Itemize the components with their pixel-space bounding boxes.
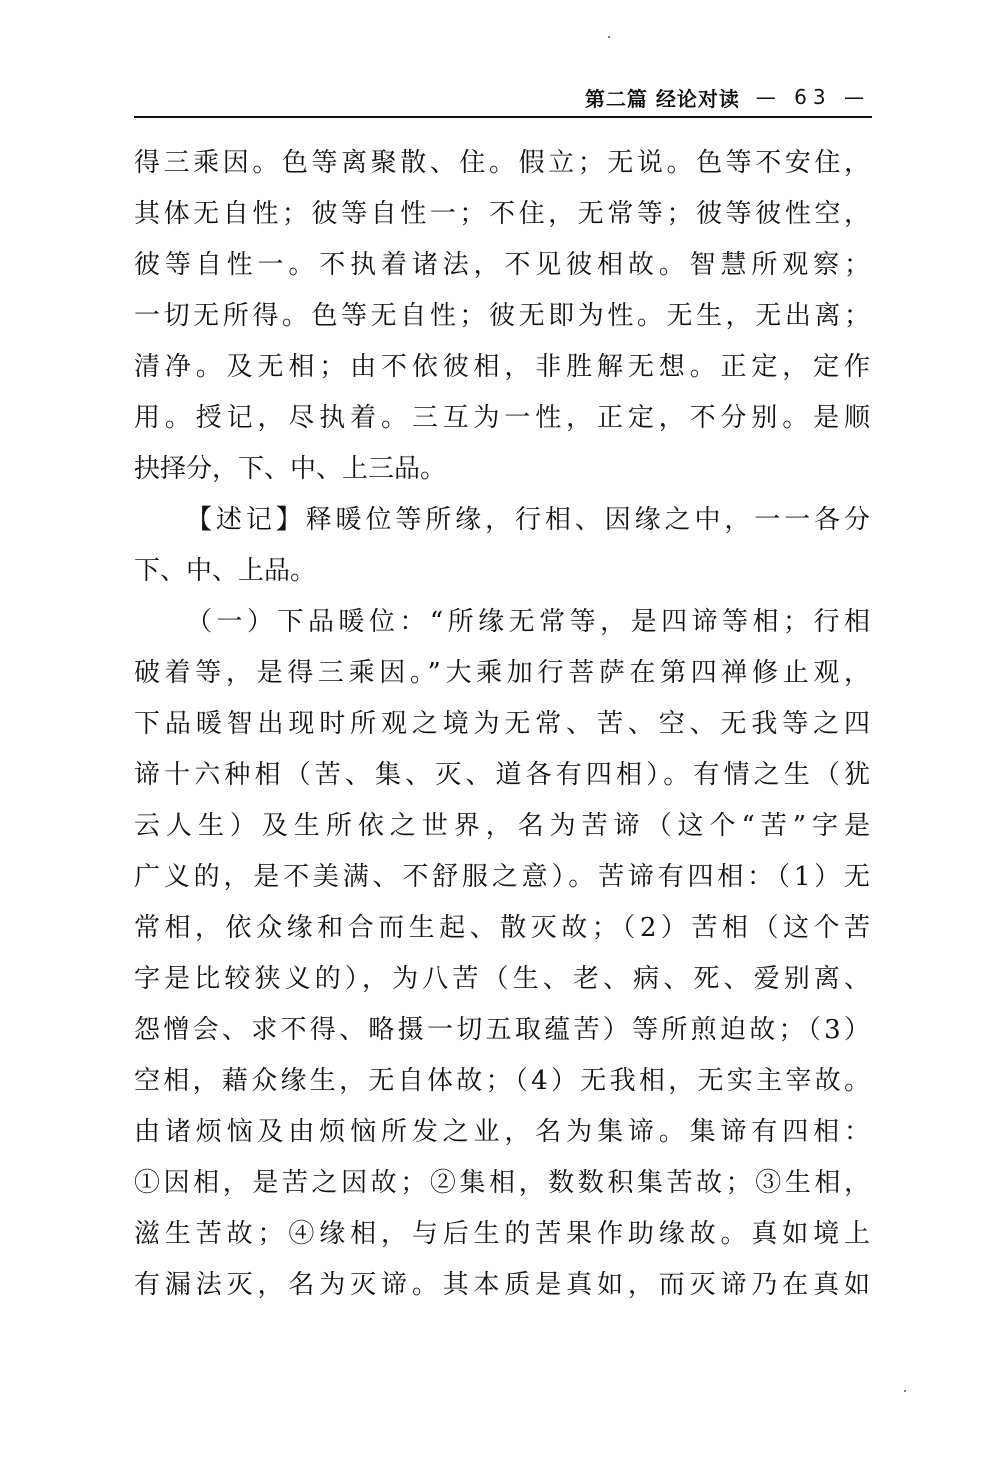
scan-speck — [904, 1390, 906, 1392]
text-line: 由诸烦恼及由烦恼所发之业，名为集谛。集谛有四相： — [134, 1117, 870, 1147]
running-header — [134, 80, 870, 114]
text-line: 【述记】释暖位等所缘，行相、因缘之中，一一各分 — [186, 505, 870, 535]
text-line: 用。授记，尽执着。三互为一性，正定，不分别。是顺 — [134, 403, 870, 433]
text-line: 云人生）及生所依之世界，名为苦谛（这个“苦”字是 — [134, 811, 870, 841]
text-line: 下品暖智出现时所观之境为无常、苦、空、无我等之四 — [134, 709, 870, 739]
text-line: 广义的，是不美满、不舒服之意）。苦谛有四相：（1）无 — [134, 862, 870, 892]
text-line: （一）下品暖位：“所缘无常等，是四谛等相；行相 — [186, 607, 870, 637]
text-line: 下、中、上品。 — [134, 556, 317, 586]
text-line: 其体无自性；彼等自性一；不住，无常等；彼等彼性空， — [134, 199, 870, 229]
text-line: 破着等，是得三乘因。”大乘加行菩萨在第四禅修止观， — [134, 658, 870, 688]
text-line: 字是比较狭义的），为八苦（生、老、病、死、爱别离、 — [134, 964, 870, 994]
text-line: 滋生苦故；④缘相，与后生的苦果作助缘故。真如境上 — [134, 1219, 870, 1249]
text-line: 一切无所得。色等无自性；彼无即为性。无生，无出离； — [134, 301, 870, 331]
text-line: 空相，藉众缘生，无自体故；（4）无我相，无实主宰故。 — [134, 1066, 870, 1096]
text-line: 彼等自性一。不执着诸法，不见彼相故。智慧所观察； — [134, 250, 870, 280]
text-line: 抉择分，下、中、上三品。 — [134, 454, 447, 484]
text-line: 得三乘因。色等离聚散、住。假立；无说。色等不安住， — [134, 148, 870, 178]
text-line: 有漏法灭，名为灭谛。其本质是真如，而灭谛乃在真如 — [134, 1270, 870, 1300]
header-rule — [134, 116, 872, 118]
section-title: 第二篇 经论对读 — [584, 86, 740, 111]
scan-speck — [608, 36, 610, 38]
text-line: 谛十六种相（苦、集、灭、道各有四相）。有情之生（犹 — [134, 760, 870, 790]
text-line: 常相，依众缘和合而生起、散灭故；（2）苦相（这个苦 — [134, 913, 870, 943]
text-line: 清净。及无相；由不依彼相，非胜解无想。正定，定作 — [134, 352, 870, 382]
text-line: 怨憎会、求不得、略摄一切五取蕴苦）等所煎迫故；（3） — [134, 1015, 870, 1045]
page-number: — 63 — — [755, 85, 870, 109]
text-line: ①因相，是苦之因故；②集相，数数积集苦故；③生相， — [134, 1168, 870, 1198]
body-text — [134, 138, 870, 1311]
